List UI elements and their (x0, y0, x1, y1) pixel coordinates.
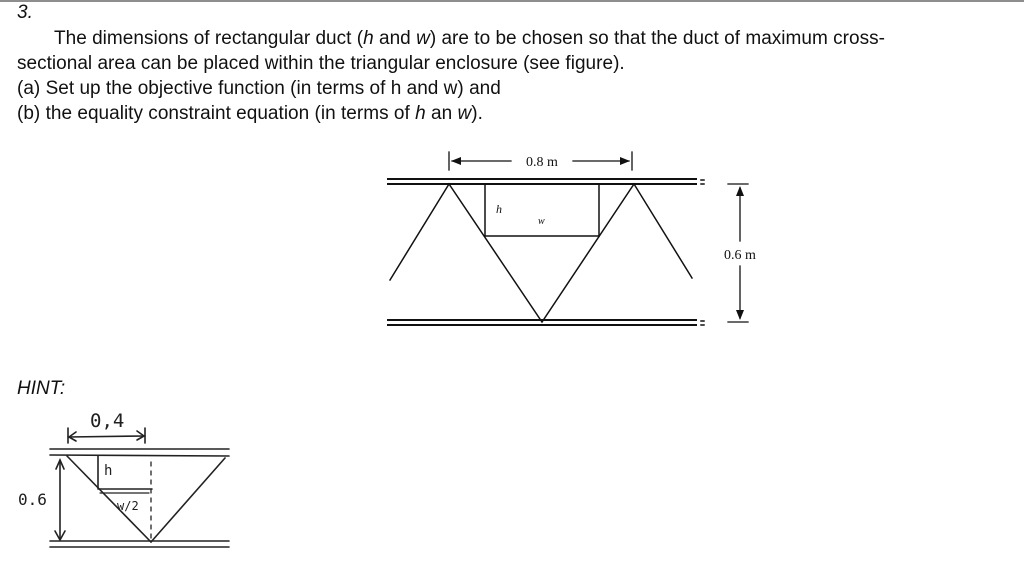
part-b-variable-h: h (415, 103, 426, 124)
variable-w: w (416, 28, 430, 49)
question-number: 3. (17, 2, 33, 23)
hint-h-label: h (104, 463, 113, 479)
problem-line-1-text-a: The dimensions of rectangular duct ( (54, 28, 364, 49)
hint-triangle-right (151, 458, 225, 542)
part-a: (a) Set up the objective function (in terms of h and w) and (17, 78, 501, 99)
part-b-variable-w: w (457, 103, 472, 124)
hint-label: HINT: (17, 378, 66, 399)
problem-line-1-text-c: ) are to be chosen so that the duct of maximum cross- (429, 28, 885, 49)
problem-line-1-text-b: and (373, 28, 417, 49)
width-label: 0.8 m (526, 155, 558, 170)
part-b-text-a: (b) the equality constraint equation (in terms of (17, 103, 416, 124)
hint-half-w-label: w/2 (117, 499, 139, 513)
hint-dim-line (68, 436, 145, 437)
duct-w-label: w (538, 216, 545, 227)
hint-half-width-label: 0,4 (90, 410, 125, 432)
height-label: 0.6 m (724, 248, 756, 263)
part-b-text-c: ). (471, 103, 483, 124)
hint-height-label: 0.6 (18, 490, 47, 509)
part-b-text-b: an (425, 103, 458, 124)
problem-line-2: sectional area can be placed within the triangular enclosure (see figure). (17, 53, 625, 74)
variable-h: h (363, 28, 374, 49)
hint-top-wall-2 (50, 455, 229, 456)
duct-h-label: h (496, 202, 502, 216)
